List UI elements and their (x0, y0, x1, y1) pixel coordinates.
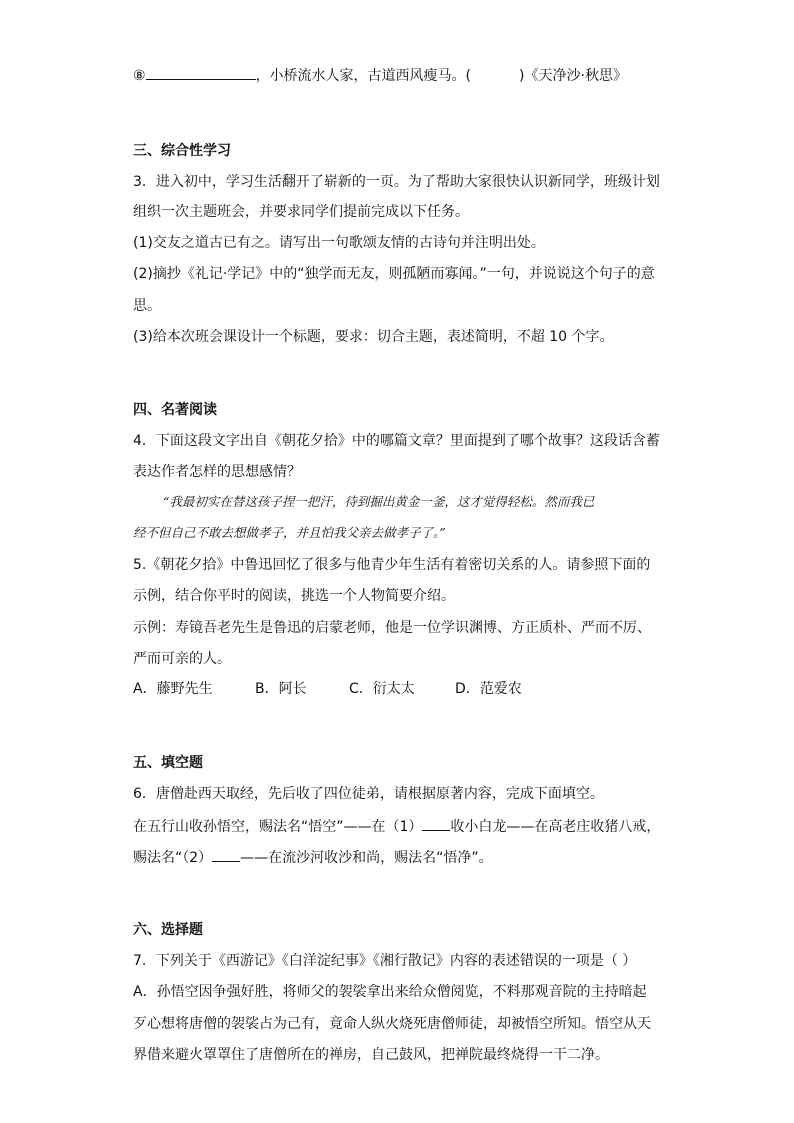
q7-option-a-line3: 界借来避火罩罩住了唐僧所在的禅房，自己鼓风，把禅院最终烧得一干二净。 (133, 1047, 609, 1063)
q4-quote-line2: 经不但自己不敢去想做孝子，并且怕我父亲去做孝子了。” (133, 525, 446, 540)
q3-sub3: (3)给本次班会课设计一个标题，要求：切合主题，表述简明，不超 10 个字。 (133, 329, 614, 345)
q4-line1: 4．下面这段文字出自《朝花夕拾》中的哪篇文章？里面提到了哪个故事？这段话含蓄 (133, 433, 660, 449)
q6-line2-text-b: 收小白龙——在高老庄收猪八戒， (450, 819, 661, 835)
q3-sub2-line2: 思。 (133, 298, 161, 314)
q3-line2: 组织一次主题班会，并要求同学们提前完成以下任务。 (133, 204, 469, 220)
q5-line1: 5.《朝花夕拾》中鲁迅回忆了很多与他青少年生活有着密切关系的人。请参照下面的 (133, 557, 651, 573)
q8-source: )《天净沙·秋思》 (519, 68, 627, 84)
q5-example-line2: 严而可亲的人。 (133, 651, 231, 667)
option-b[interactable]: B．阿长 (255, 681, 307, 697)
q5-options (133, 679, 522, 699)
option-c[interactable]: C．衍太太 (349, 681, 415, 697)
q3-sub1: (1)交友之道古已有之。请写出一句歌颂友情的古诗句并注明出处。 (133, 235, 545, 251)
q6-line2-text-a: 在五行山收孙悟空，赐法名“悟空”——在（1） (133, 819, 423, 835)
q5-example-line1: 示例：寿镜吾老先生是鲁迅的启蒙老师，他是一位学识渊博、方正质朴、严而不厉、 (133, 620, 651, 636)
option-a[interactable]: A．藤野先生 (133, 681, 213, 697)
section6-title: 六、选择题 (133, 922, 203, 938)
q8-text: ，小桥流水人家，古道西风瘦马。( (255, 68, 472, 84)
q4-line2: 表达作者怎样的思想感情？ (133, 464, 301, 480)
q6-line1: 6．唐僧赴西天取经，先后收了四位徒弟，请根据原著内容，完成下面填空。 (133, 786, 604, 802)
q6-line3 (133, 847, 493, 868)
q6-line3-text-b: ——在流沙河收沙和尚，赐法名“悟净”。 (240, 850, 493, 866)
q6-line3-text-a: 赐法名“（2） (133, 850, 213, 866)
section5-title: 五、填空题 (133, 755, 203, 771)
q8-number: ⑧ (133, 68, 146, 84)
option-d[interactable]: D．范爱农 (455, 681, 522, 697)
q7-option-a-line2: 歹心想将唐僧的袈裟占为己有，竟命人纵火烧死唐僧师徒，却被悟空所知。悟空从天 (133, 1016, 651, 1032)
q7-option-a-line1[interactable]: A．孙悟空因争强好胜，将师父的袈裟拿出来给众僧阅览，不料那观音院的主持暗起 (133, 984, 647, 1000)
q6-blank-1[interactable] (422, 816, 450, 831)
q5-line2: 示例，结合你平时的阅读，挑选一个人物简要介绍。 (133, 588, 455, 604)
q3-line1: 3．进入初中，学习生活翻开了崭新的一页。为了帮助大家很快认识新同学，班级计划 (133, 174, 660, 190)
q6-blank-2[interactable] (212, 847, 240, 862)
q8-line (133, 65, 627, 86)
q8-answer-blank[interactable] (146, 65, 256, 80)
section4-title: 四、名著阅读 (133, 402, 217, 418)
q4-quote-line1: “我最初实在替这孩子捏一把汗，待到掘出黄金一釜，这才觉得轻松。然而我已 (163, 494, 595, 509)
q6-line2 (133, 816, 660, 837)
section3-title: 三、综合性学习 (133, 143, 231, 159)
q7-stem: 7．下列关于《西游记》《白洋淀纪事》《湘行散记》内容的表述错误的一项是（ ） (133, 953, 637, 969)
q3-sub2-line1: (2)摘抄《礼记·学记》中的“独学而无友，则孤陋而寡闻。”一句，并说说这个句子的意 (133, 266, 655, 282)
